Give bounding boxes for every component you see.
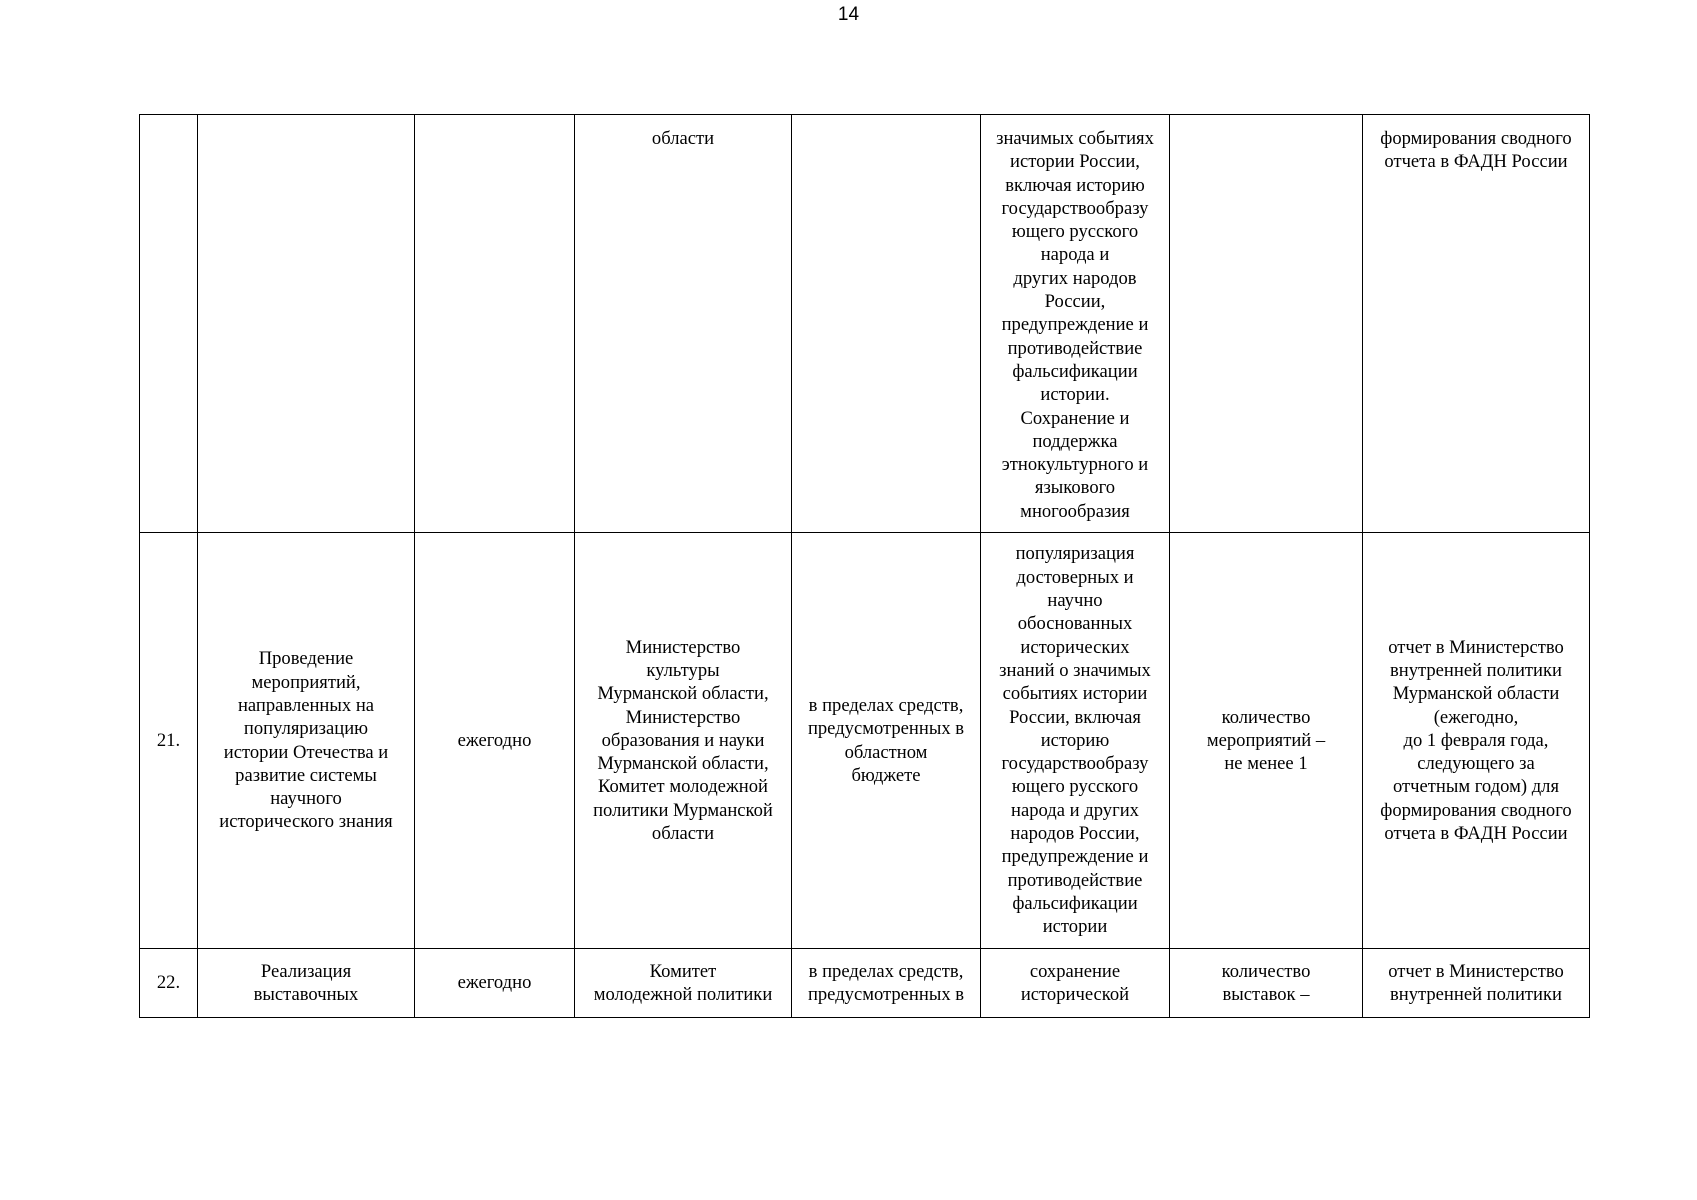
cell-text-line: политики Мурманской xyxy=(593,799,773,821)
cell-text-line: отчет в Министерство xyxy=(1388,636,1564,658)
funding-cell xyxy=(792,949,981,1018)
cell-text-line: предупреждение и xyxy=(1001,314,1149,336)
cell-text-line: Сохранение и xyxy=(1020,407,1130,429)
cell-text-line: Реализация xyxy=(260,960,352,982)
cell-text-line: этнокультурного и xyxy=(1001,454,1149,476)
cell-text-line: отчета в ФАДН России xyxy=(1384,151,1568,173)
cell-text-line: исторического знания xyxy=(219,811,393,833)
cell-text-line: государствообразу xyxy=(1001,197,1149,219)
cell-text-line: истории Отечества и xyxy=(223,741,389,763)
cell-text-line: культуры xyxy=(646,659,720,681)
cell-text-line: формирования сводного xyxy=(1380,799,1572,821)
cell-text-line: области xyxy=(651,823,715,845)
executor-cell xyxy=(575,533,792,949)
cell-text-line: исторической xyxy=(1020,984,1130,1005)
cell-text-line: Комитет xyxy=(649,960,717,982)
result-cell xyxy=(981,533,1170,949)
cell-text-line: событиях истории xyxy=(1002,683,1148,705)
cell-text-line: противодействие xyxy=(1007,337,1143,359)
cell-text-line: Министерство xyxy=(625,636,741,658)
cell-text-line: Мурманской области, xyxy=(597,753,769,775)
executor-cell xyxy=(575,115,792,533)
cell-text-line: обоснованных xyxy=(1017,613,1133,635)
cell-text-line: истории xyxy=(1042,916,1108,938)
cell-text-line: количество xyxy=(1221,706,1311,728)
indicator-cell xyxy=(1170,533,1363,949)
result-cell xyxy=(981,949,1170,1018)
cell-text-line: поддержка xyxy=(1032,430,1118,452)
cell-text-line: ежегодно xyxy=(457,729,532,751)
cell-text-line: ющего русского xyxy=(1011,221,1139,243)
cell-text-line: Мурманской области xyxy=(1392,683,1560,705)
cell-text-line: отчет в Министерство xyxy=(1388,960,1564,982)
cell-text-line: фальсификации xyxy=(1012,892,1138,914)
cell-text-line: предупреждение и xyxy=(1001,846,1149,868)
cell-text-line: противодействие xyxy=(1007,869,1143,891)
cell-text-line: внутренней политики xyxy=(1390,659,1562,681)
cell-text-line: значимых событиях xyxy=(996,128,1154,149)
cell-text-line: государствообразу xyxy=(1001,753,1149,775)
cell-text-line: областном xyxy=(844,741,928,763)
cell-text-line: Комитет молодежной xyxy=(598,776,768,798)
funding-cell xyxy=(792,115,981,533)
cell-text-line: (ежегодно, xyxy=(1433,706,1519,728)
cell-text-line: до 1 февраля года, xyxy=(1403,729,1549,751)
cell-text-line: формирования сводного xyxy=(1380,128,1572,149)
cell-text-line: предусмотренных в xyxy=(807,984,965,1005)
cell-text-line: многообразия xyxy=(1020,500,1130,522)
row-number-cell xyxy=(140,949,198,1018)
row-number-cell xyxy=(140,533,198,949)
cell-text-line: направленных на xyxy=(237,694,375,716)
table-row xyxy=(140,949,1590,1018)
event-cell xyxy=(198,949,415,1018)
result-cell xyxy=(981,115,1170,533)
cell-text-line: выставок – xyxy=(1222,984,1310,1005)
cell-text-line: народов России, xyxy=(1010,823,1140,845)
cell-text-line: популяризация xyxy=(1015,543,1135,565)
period-cell xyxy=(415,533,575,949)
cell-text-line: сохранение xyxy=(1029,960,1121,982)
cell-text-line: языкового xyxy=(1034,477,1116,499)
cell-text-line: исторических xyxy=(1020,636,1130,658)
cell-text-line: мероприятий, xyxy=(251,671,361,693)
cell-text-line: области xyxy=(651,128,715,149)
cell-text-line: в пределах средств, xyxy=(808,960,964,982)
cell-text-line: народа и xyxy=(1040,244,1110,266)
cell-text-line: истории. xyxy=(1040,384,1110,406)
cell-text-line: научного xyxy=(270,788,342,810)
events-plan-table xyxy=(139,114,1590,1018)
page-number: 14 xyxy=(837,4,860,25)
table-row xyxy=(140,115,1590,533)
cell-text-line: образования и науки xyxy=(601,729,765,751)
cell-text-line: мероприятий – xyxy=(1206,729,1326,751)
cell-text-line: истории России, xyxy=(1010,151,1140,173)
cell-text-line: Мурманской области, xyxy=(597,683,769,705)
cell-text-line: историю xyxy=(1040,729,1110,751)
report-cell xyxy=(1363,115,1590,533)
period-cell xyxy=(415,949,575,1018)
cell-text-line: отчета в ФАДН России xyxy=(1384,823,1568,845)
cell-text-line: Проведение xyxy=(258,648,354,670)
indicator-cell xyxy=(1170,949,1363,1018)
cell-text-line: молодежной политики xyxy=(593,984,773,1005)
cell-text-line: ющего русского xyxy=(1011,776,1139,798)
cell-text-line: народа и других xyxy=(1011,799,1139,821)
cell-text-line: России, xyxy=(1044,291,1106,313)
cell-text-line: 22. xyxy=(156,972,181,994)
funding-cell xyxy=(792,533,981,949)
row-number-cell xyxy=(140,115,198,533)
cell-text-line: других народов xyxy=(1013,267,1137,289)
cell-text-line: включая историю xyxy=(1005,174,1145,196)
cell-text-line: количество xyxy=(1221,960,1311,982)
cell-text-line: научно xyxy=(1047,590,1103,612)
report-cell xyxy=(1363,949,1590,1018)
cell-text-line: отчетным годом) для xyxy=(1393,776,1559,798)
cell-text-line: ежегодно xyxy=(457,972,532,994)
report-cell xyxy=(1363,533,1590,949)
cell-text-line: популяризацию xyxy=(243,718,369,740)
cell-text-line: фальсификации xyxy=(1012,360,1138,382)
cell-text-line: в пределах средств, xyxy=(808,694,964,716)
cell-text-line: достоверных и xyxy=(1016,566,1134,588)
executor-cell xyxy=(575,949,792,1018)
cell-text-line: выставочных xyxy=(253,984,359,1005)
cell-text-line: России, включая xyxy=(1009,706,1141,728)
cell-text-line: бюджете xyxy=(851,764,921,786)
event-cell xyxy=(198,115,415,533)
indicator-cell xyxy=(1170,115,1363,533)
cell-text-line: знаний о значимых xyxy=(999,659,1151,681)
cell-text-line: внутренней политики xyxy=(1390,984,1562,1005)
table-row xyxy=(140,533,1590,949)
cell-text-line: Министерство xyxy=(625,706,741,728)
period-cell xyxy=(415,115,575,533)
cell-text-line: развитие системы xyxy=(235,764,377,786)
event-cell xyxy=(198,533,415,949)
cell-text-line: не менее 1 xyxy=(1224,753,1308,775)
cell-text-line: предусмотренных в xyxy=(807,718,965,740)
cell-text-line: следующего за xyxy=(1417,753,1535,775)
cell-text-line: 21. xyxy=(156,729,181,751)
